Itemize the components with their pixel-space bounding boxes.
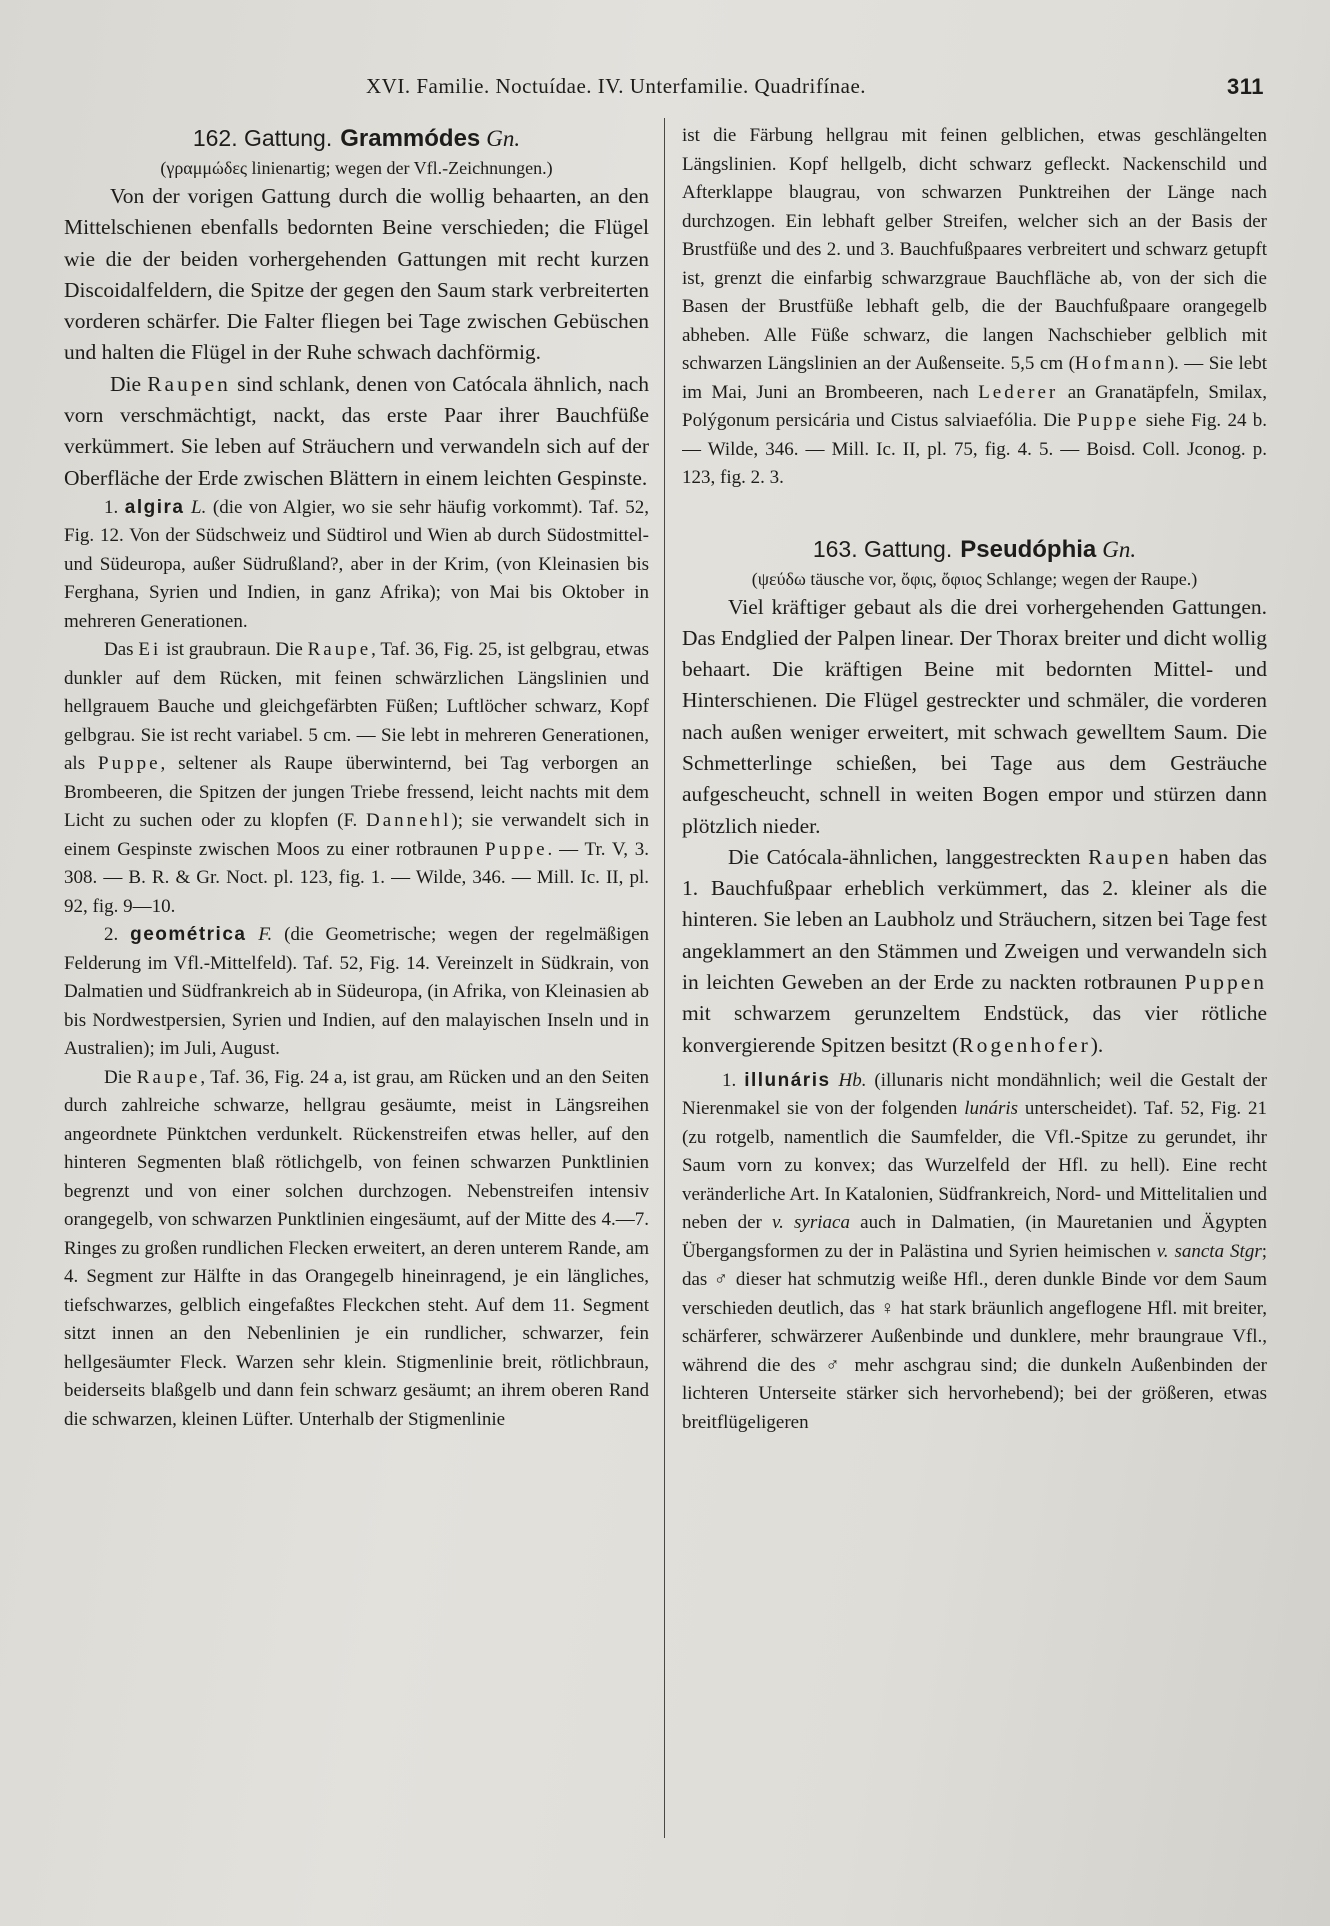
larvae-paragraph: Die Raupen sind schlank, denen von Catócala ähnlich, nach vorn verschmächtigt, nackt, das erste Paar ihrer Bauchfüße verkümmert. Sie leben auf Sträuchern und verwandeln sich auf der Oberfläche der Erde zwischen Blättern in einem leichten Gespinste. — [64, 371, 649, 490]
larva-description-paragraph: Die Raupe, Taf. 36, Fig. 24 a, ist grau, am Rücken und an den Seiten durch zahlreiche schwarze, hellgrau gesäumte, meist in Längsreihen angeordnete Pünktchen verdunkelt. Rückenstreifen etwas heller, auf den hinteren Segmenten blaß rötlichgelb, von feinen schwarzen Punktlinien begrenzt und von einer solchen durchzogen. Nebenstreifen intensiv orangegelb, von schwarzen Punktlinien eingesäumt, auf der Mitte des 4.—7. Ringes zu großen rundlichen Flecken erweitert, an deren unterem Rande, am 4. Segment zur Hälfte in das Orangegelb hineinragend, je ein längliches, tiefschwarzes, gelblich eingefaßtes Fleckchen steht. Auf dem 11. Segment sitzt innen an den Nebenlinien je ein rundlicher, schwarzer, fein hellgesäumter Fleck. Warzen sehr klein. Stigmenlinie breit, rötlichbraun, beiderseits blaßgelb und dann fein schwarz gesäumt; an ihrem oberen Rand die schwarzen, kleinen Lüfter. Unterhalb der Stigmenlinie — [64, 1066, 649, 1430]
continued-paragraph: ist die Färbung hellgrau mit feinen gelblichen, etwas geschlängelten Längslinien. Kopf hellgelb, dicht schwarz gefleckt. Nackenschild und Afterklappe blaugrau, von schwarzen Punktreihen der Länge nach durchzogen. Ein lebhaft gelber Streifen, welcher sich an der Basis der Brustfüße und des 2. und 3. Bauchfußpaares verbreitert und schwarz getupft ist, grenzt die einfarbig schwarzgraue Bauchfläche ab, von der sich die Basen der Brustfüße lebhaft gelb, die der Bauchfußpaare orangegelb abheben. Alle Füße schwarz, die langen Nachschieber gelblich mit schwarzen Längslinien an der Außenseite. 5,5 cm (Hofmann). — Sie lebt im Mai, Juni an Brombeeren, nach Lederer an Granatäpfeln, Smilax, Polýgonum persicária und Cistus salviaefólia. Die Puppe siehe Fig. 24 b. — Wilde, 346. — Mill. Ic. II, pl. 75, fig. 4. 5. — Boisd. Coll. Jconog. p. 123, fig. 2. 3. — [682, 125, 1267, 488]
genus-description: Viel kräftiger gebaut als die drei vorhergehenden Gattungen. Das Endglied der Palpen linear. Der Thorax breiter und dicht wollig behaart. Die kräftigen Beine mit bedornten Mittel- und Hinterschienen. Die Flügel gestreckter und schmäler, die vorderen nach außen weniger erweitert, mit schwach gewelltem Saum. Die Schmetterlinge schießen, bei Tage aus dem Gesträuche aufgescheucht, schnell in weiten Bogen empor und stürzen dann plötzlich nieder. — [682, 594, 1267, 838]
species-entry-illunaris: 1. illunáris Hb. (illunaris nicht mondähnlich; weil die Gestalt der Nierenmakel sie von der folgenden lunáris unterscheidet). Taf. 52, Fig. 21 (zu rotgelb, namentlich die Saumfelder, die Vfl.-Spitze zu gerundet, ihr Saum vorn zu konvex; das Wurzelfeld der Hfl. zu hell). Eine recht veränderliche Art. In Katalonien, Südfrankreich, Nord- und Mittelitalien und neben der v. syriaca auch in Dalmatien, (in Mauretanien und Ägypten Übergangsformen zu der in Palästina und Syrien heimischen v. sancta Stgr; das ♂ dieser hat schmutzig weiße Hfl., deren dunkle Binde vor dem Saum verschieden deutlich, das ♀ hat stark bräunlich angeflogene Hfl. mit breiter, schärferer, schwärzerer Außenbinde und dunklere, mehr braungraue Vfl., während die des ♂ mehr aschgrau sind; die dunkeln Außenbinden der lichteren Unterseite stärker sich hervorhebend); bei der größeren, etwas breitflügeligeren — [682, 1069, 1267, 1433]
left-column — [64, 122, 649, 1842]
column-divider — [664, 118, 665, 1838]
species-entry-geometrica: 2. geométrica F. (die Geometrische; wegen der regelmäßigen Felderung im Vfl.-Mittelfeld). Taf. 52, Fig. 14. Vereinzelt in Südkrain, von Dalmatien und Südfrankreich ab in Südeuropa, (in Afrika, von Kleinasien ab bis Nordwestpersien, Syrien und Indien, auf den malayischen Inseln und in Australien); im Juli, August. — [64, 924, 649, 1060]
genus-description: Von der vorigen Gattung durch die wollig behaarten, an den Mittelschienen ebenfalls bedornten Beine verschieden; die Flügel wie die der beiden vorhergehenden Gattungen mit recht kurzen Discoidalfeldern, die Spitze der gegen den Saum stark verbreiterten vorderen schärfer. Die Falter fliegen bei Tage zwischen Gebüschen und halten die Flügel in der Ruhe schwach dachförmig. — [64, 184, 649, 365]
running-header — [360, 74, 1270, 104]
larvae-paragraph: Die Catócala-ähnlichen, langgestreckten Raupen haben das 1. Bauchfußpaar erheblich verkümmert, das 2. kleiner als die hinteren. Sie leben an Laubholz und Sträuchern, sitzen bei Tage fest angeklammert an den Stämmen und Zweigen und verwandeln sich in leichten Geweben an der Erde zu nackten rotbraunen Puppen mit schwarzem gerunzeltem Endstück, das vier rötliche konvergierende Spitzen besitzt (Rogenhofer). — [682, 844, 1267, 1057]
genus-heading-163: 163. Gattung. Pseudóphia Gn. — [812, 535, 1137, 563]
right-column — [682, 122, 1267, 1842]
genus-etymology: (ψεύδω täusche vor, ὄφις, ὄφιος Schlange; wegen der Raupe.) — [751, 568, 1198, 589]
species-entry-algira: 1. algira L. (die von Algier, wo sie sehr häufig vorkommt). Taf. 52, Fig. 12. Von der Südschweiz und Südtirol und Wien ab durch Südostmittel- und Südeuropa, außer Südrußland?, aber in der Krim, (von Kleinasien bis Ferghana, Syrien und Indien, in ganz Afrika); von Mai bis Oktober in mehreren Generationen. — [64, 496, 649, 632]
page-number: 311 — [1227, 74, 1264, 99]
running-head-title: XVI. Familie. Noctuídae. IV. Unterfamilie. Quadrifínae. — [366, 74, 867, 98]
genus-name: Grammódes — [340, 125, 481, 152]
species-name: illunáris — [744, 1069, 831, 1091]
genus-heading-162: 162. Gattung. Grammódes Gn. — [192, 125, 521, 152]
species-biology-paragraph: Das Ei ist graubraun. Die Raupe, Taf. 36, Fig. 25, ist gelbgrau, etwas dunkler auf dem Rücken, mit feinen schwärzlichen Längslinien und hellgrauem Bauche und gleichgefärbten Füßen; Luftlöcher schwarz, Kopf gelbgrau. Sie ist recht variabel. 5 cm. — Sie lebt in mehreren Generationen, als Puppe, seltener als Raupe überwinternd, bei Tag verborgen an Brombeeren, die Spitzen der jungen Triebe fressend, leicht nachts mit dem Licht zu suchen oder zu klopfen (F. Dannehl); sie verwandelt sich in einem Gespinste zwischen Moos zu einer rotbraunen Puppe. — Tr. V, 3. 308. — B. R. & Gr. Noct. pl. 123, fig. 1. — Wilde, 346. — Mill. Ic. II, pl. 92, fig. 9—10. — [64, 639, 649, 917]
species-name: algira — [124, 496, 185, 518]
species-name: geométrica — [130, 924, 247, 946]
genus-name: Pseudóphia — [960, 535, 1097, 563]
genus-etymology: (γραμμώδες linienartig; wegen der Vfl.-Zeichnungen.) — [160, 158, 553, 178]
